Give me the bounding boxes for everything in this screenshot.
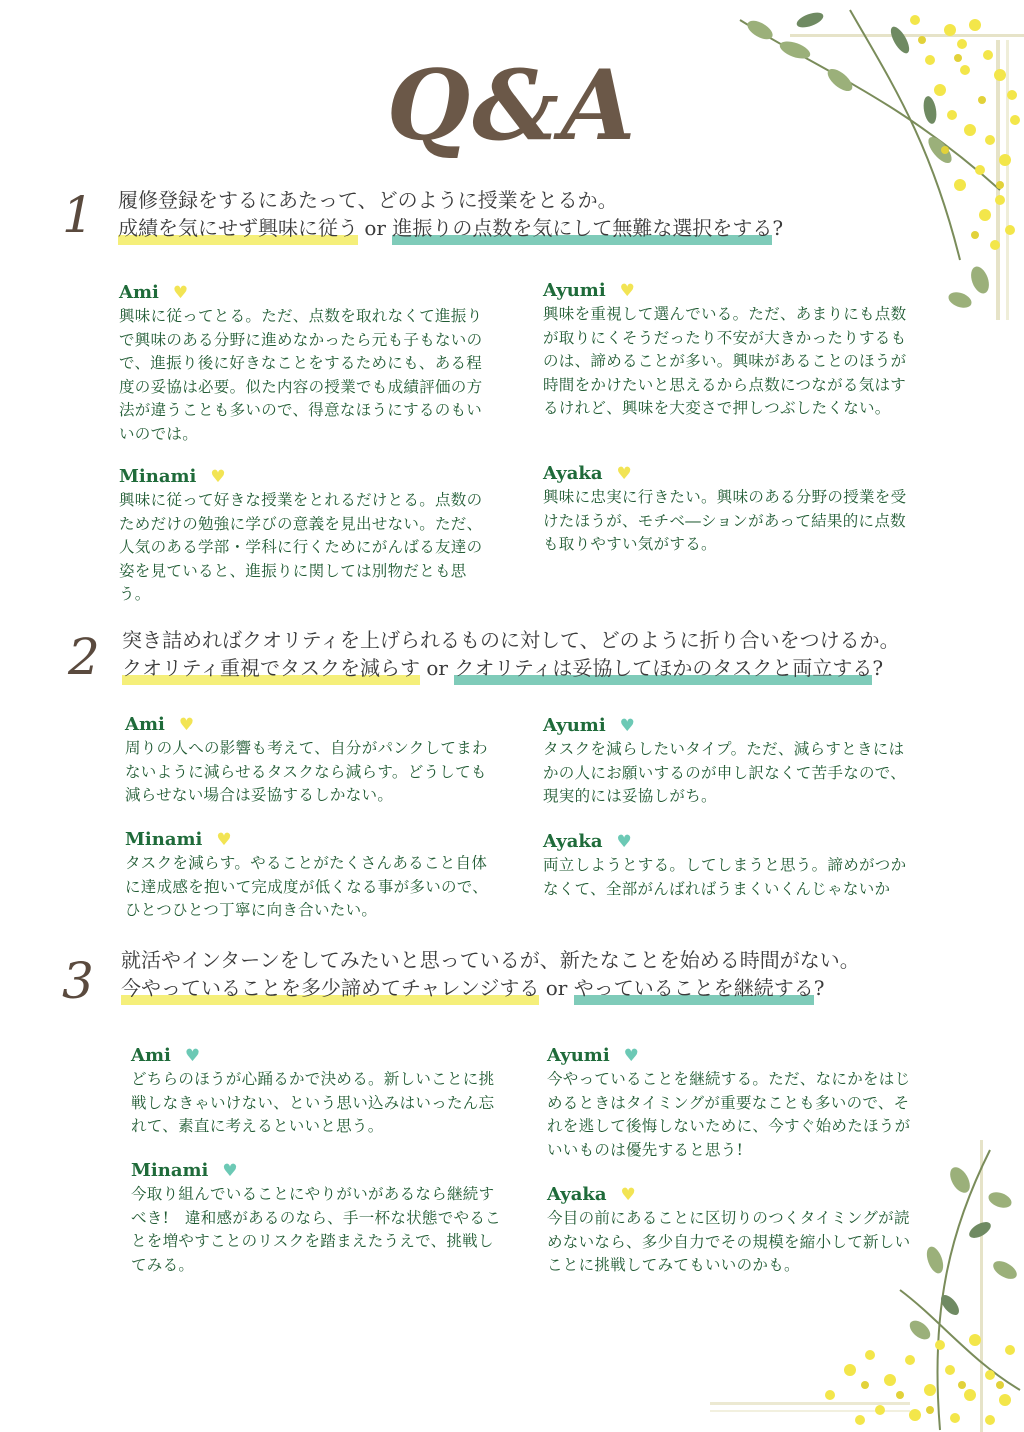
question-line: 履修登録をするにあたって、どのように授業をとるか。 <box>118 188 618 212</box>
answer-minami <box>119 465 494 607</box>
question-text <box>118 186 783 242</box>
or-label: or <box>426 656 448 680</box>
answer-text: タスクを減らす。やることがたくさんあること自体に達成感を抱いて完成度が低くなる事が多いので、ひとつひとつ丁寧に向き合いたい。 <box>125 854 489 919</box>
heart-icon: ♥ <box>222 1161 238 1181</box>
respondent-name: Ayaka <box>547 1184 607 1205</box>
question-mark: ? <box>772 216 784 240</box>
respondent-name: Ayaka <box>543 463 603 484</box>
question-text <box>121 946 860 1002</box>
answer-text: 興味に従ってとる。ただ、点数を取れなくて進振りで興味のある分野に進めなかったら元も子もないので、進振り後に好きなことをするためにも、ある程度の妥協は必要。似た内容の授業でも成績評価の方法が違うことも多いので、得意なほうにするのもいいのでは。 <box>119 307 483 443</box>
question-text <box>122 626 900 682</box>
option-b: やっていることを継続する <box>574 974 814 1002</box>
heart-icon: ♥ <box>184 1046 201 1066</box>
question-line: 就活やインターンをしてみたいと思っているが、新たなことを始める時間がない。 <box>121 948 860 972</box>
answer-ami <box>119 281 494 446</box>
respondent-name: Ami <box>131 1045 171 1066</box>
question-line: 突き詰めればクオリティを上げられるものに対して、どのように折り合いをつけるか。 <box>122 628 900 652</box>
question-mark: ? <box>813 976 825 1000</box>
respondent-name: Ami <box>125 714 165 735</box>
answer-text: 今取り組んでいることにやりがいがあるなら継続すべき! 違和感があるのなら、手一杯な状態でやることを増やすことのリスクを踏まえたうえで、挑戦してみる。 <box>131 1185 501 1274</box>
page-title: Q&A <box>386 49 638 162</box>
heart-icon: ♥ <box>210 467 226 487</box>
heart-icon: ♥ <box>616 832 632 852</box>
heart-icon: ♥ <box>619 281 635 301</box>
option-a: 今やっていることを多少諦めてチャレンジする <box>121 974 539 1002</box>
heart-icon: ♥ <box>216 830 232 850</box>
answer-text: 興味に忠実に行きたい。興味のある分野の授業を受けたほうが、モチベ―ションがあって結果的に点数も取りやすい気がする。 <box>543 488 907 553</box>
answer-text: 興味を重視して選んでいる。ただ、あまりにも点数が取りにくそうだったり不安が大きかったりするものは、諦めることが多い。興味があることのほうが時間をかけたいと思えるから点数につながる気はするけれど、興味を大変さで押しつぶしたくない。 <box>543 305 907 417</box>
answer-ayumi <box>547 1044 922 1162</box>
option-b: クオリティは妥協してほかのタスクと両立する <box>454 654 872 682</box>
respondent-name: Ayaka <box>543 831 603 852</box>
answer-minami <box>125 828 500 923</box>
or-label: or <box>545 976 568 1000</box>
answer-text: 今やっていることを継続する。ただ、なにかをはじめるときはタイミングが重要なことも多いので、それを逃して後悔しないために、今すぐ始めたほうがいいものは優先すると思う! <box>547 1070 911 1159</box>
respondent-name: Minami <box>125 829 203 850</box>
answer-ayaka <box>543 462 918 557</box>
answer-ayumi <box>543 714 918 809</box>
heart-icon: ♥ <box>620 1185 636 1205</box>
respondent-name: Minami <box>131 1160 209 1181</box>
answer-minami <box>131 1159 506 1277</box>
question-mark: ? <box>872 656 884 680</box>
heart-icon: ♥ <box>178 715 195 735</box>
respondent-name: Ayumi <box>547 1045 610 1066</box>
answer-text: 興味に従って好きな授業をとれるだけとる。点数のためだけの勉強に学びの意義を見出せない。ただ、人気のある学部・学科に行くためにがんばる友達の姿を見ていると、進振りに関しては別物だとも思う。 <box>119 491 483 603</box>
answer-ami <box>125 713 500 808</box>
respondent-name: Ayumi <box>543 715 606 736</box>
option-a: 成績を気にせず興味に従う <box>118 214 358 242</box>
heart-icon: ♥ <box>623 1046 639 1066</box>
heart-icon: ♥ <box>616 464 632 484</box>
respondent-name: Ami <box>119 282 159 303</box>
answer-text: 周りの人への影響も考えて、自分がパンクしてまわないように減らせるタスクなら減らす。どうしても減らせない場合は妥協するしかない。 <box>125 739 488 804</box>
question-number: 2 <box>68 628 100 686</box>
answer-ayaka <box>547 1183 922 1278</box>
answer-text: 今目の前にあることに区切りのつくタイミングが読めないなら、多少自力でその規模を縮小して新しいことに挑戦してみてもいいのかも。 <box>547 1209 911 1274</box>
answer-ayumi <box>543 279 918 421</box>
answer-text: 両立しようとする。してしまうと思う。諦めがつかなくて、全部がんばればうまくいくんじゃないか <box>543 856 907 898</box>
question-number: 1 <box>62 186 94 244</box>
option-a: クオリティ重視でタスクを減らす <box>122 654 420 682</box>
answer-text: どちらのほうが心踊るかで決める。新しいことに挑戦しなきゃいけない、という思い込みはいったん忘れて、素直に考えるといいと思う。 <box>131 1070 495 1135</box>
question-options <box>118 214 783 242</box>
question-options <box>121 974 860 1002</box>
answer-ayaka <box>543 830 918 901</box>
option-b: 進振りの点数を気にして無難な選択をする <box>392 214 772 242</box>
heart-icon: ♥ <box>619 716 635 736</box>
answer-ami <box>131 1044 506 1139</box>
or-label: or <box>364 216 386 240</box>
question-number: 3 <box>62 952 94 1010</box>
heart-icon: ♥ <box>172 283 189 303</box>
answer-text: タスクを減らしたいタイプ。ただ、減らすときにはかの人にお願いするのが申し訳なくて苦手なので、現実的には妥協しがち。 <box>543 740 907 805</box>
respondent-name: Ayumi <box>543 280 606 301</box>
question-options <box>122 654 900 682</box>
respondent-name: Minami <box>119 466 197 487</box>
